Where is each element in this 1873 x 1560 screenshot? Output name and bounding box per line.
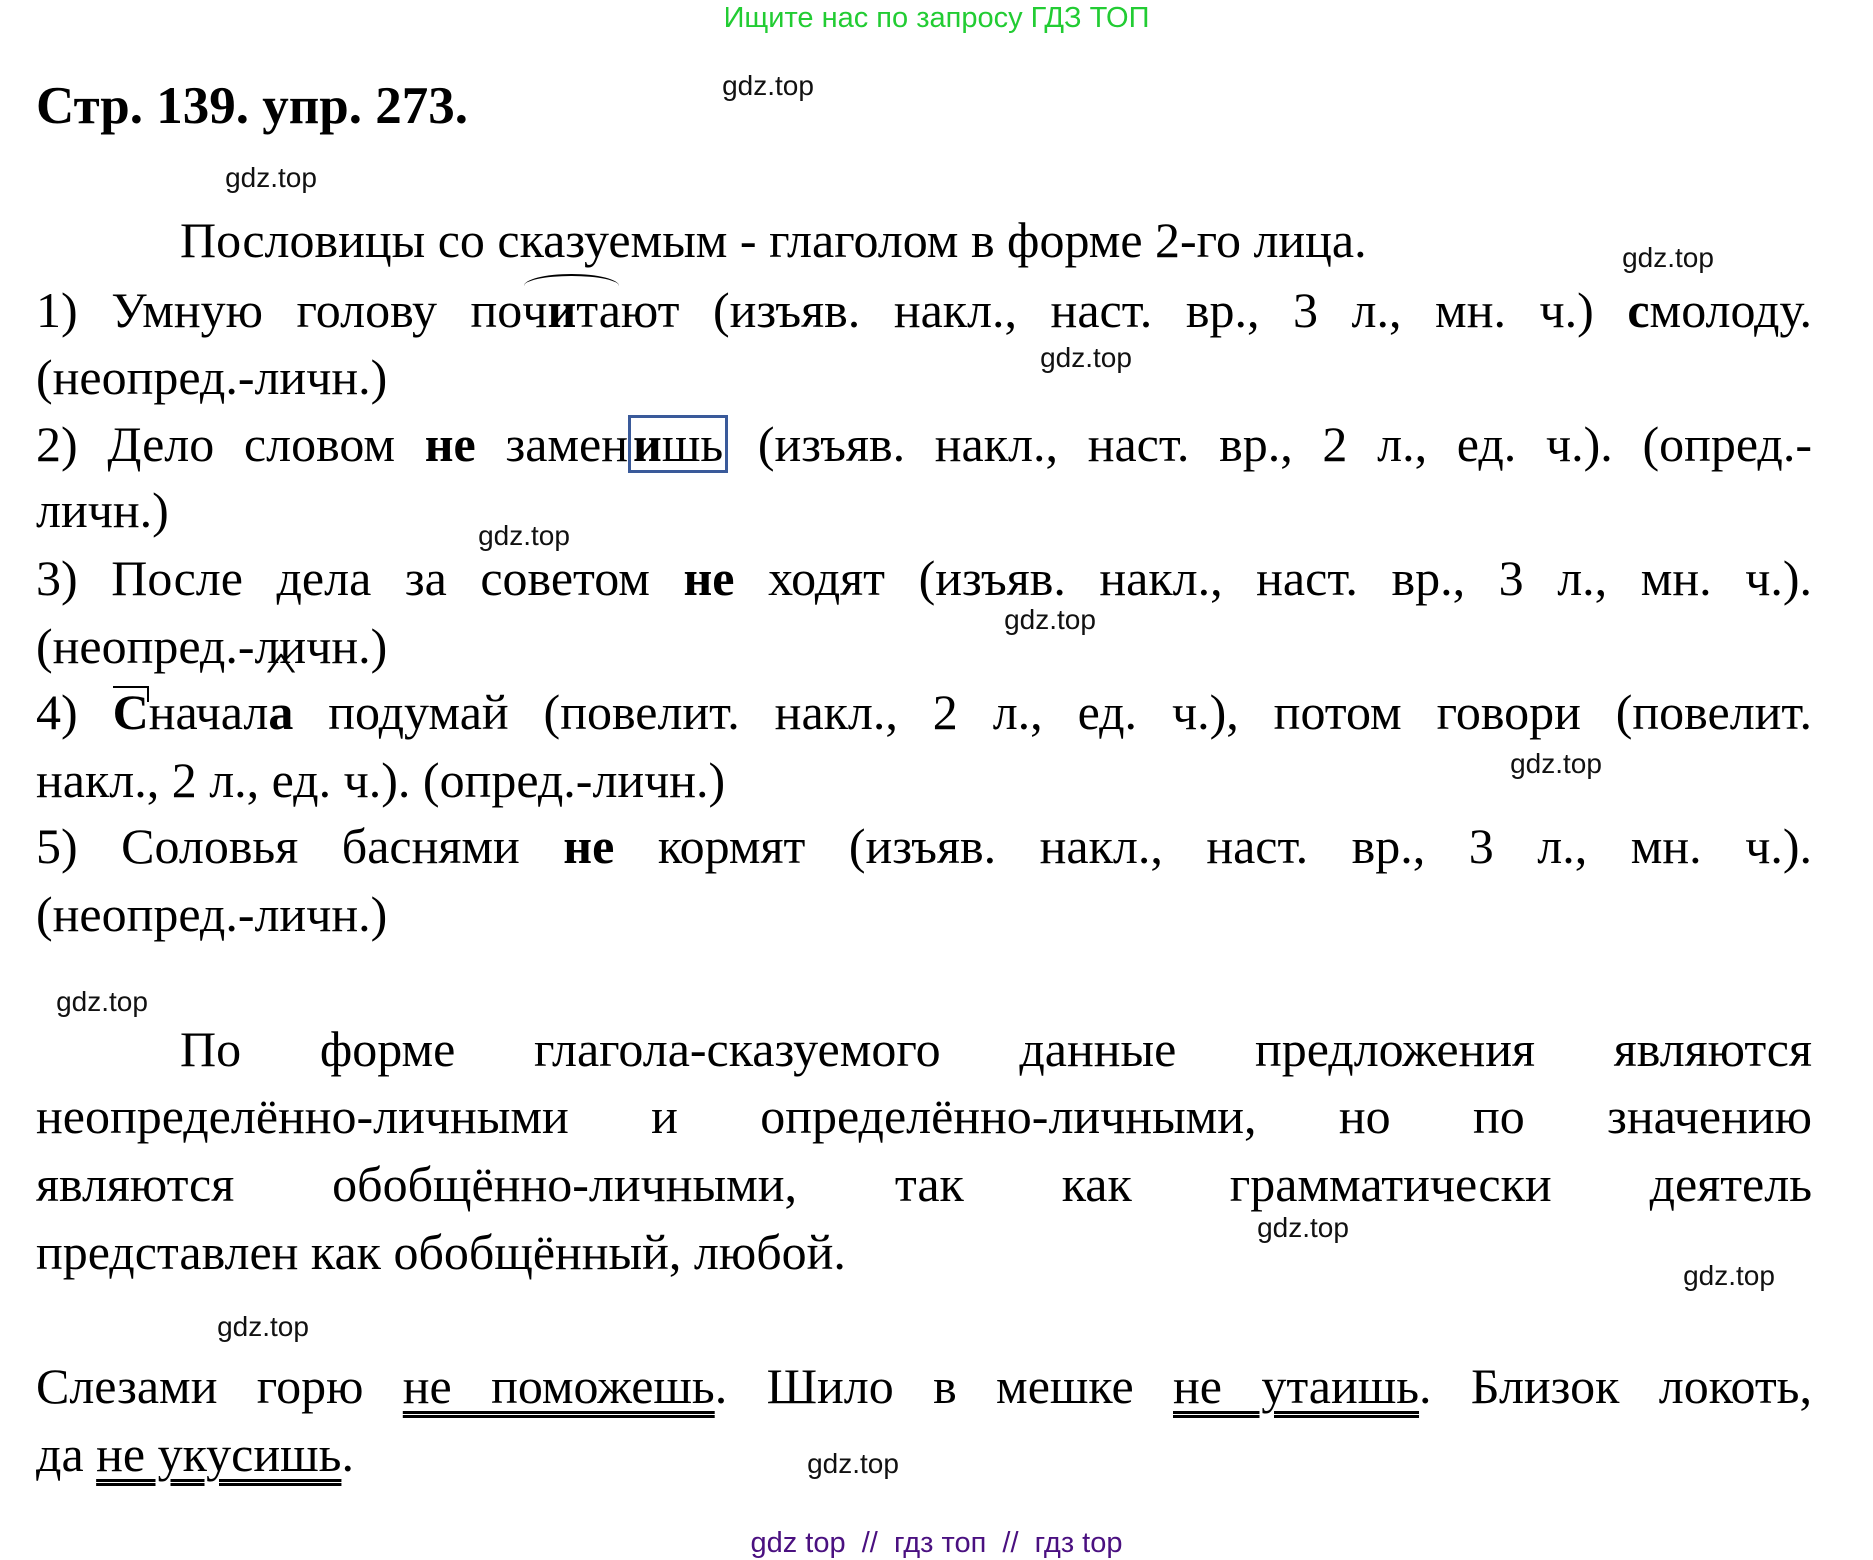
bold-particle: не: [683, 550, 735, 606]
watermark: gdz.top: [478, 520, 570, 551]
item-5-line-2: (неопред.-личн.): [36, 886, 388, 942]
item-text: После дела за советом: [77, 550, 684, 606]
item-number: 5): [36, 818, 78, 874]
example-text: да: [36, 1426, 97, 1482]
bold-letter: и: [633, 416, 662, 472]
item-text: Дело словом: [77, 416, 425, 472]
root-arc-mark: [522, 280, 621, 340]
item-text: кормят (изъяв. накл., наст. вр., 3 л., мн. ч.).: [614, 818, 1812, 874]
item-3-line-2: (неопред.-личн.): [36, 618, 388, 674]
arc-icon: [524, 274, 619, 298]
paragraph-line-4: представлен как обобщённый, любой.: [36, 1224, 846, 1280]
item-text: ходят (изъяв. накл., наст. вр., 3 л., мн. ч.).: [734, 550, 1812, 606]
example-text: .: [341, 1426, 354, 1482]
item-number: 4): [36, 684, 78, 740]
footer-links: gdz top // гдз топ // гдз top: [750, 1527, 1123, 1559]
item-text: подумай (повелит. накл., 2 л., ед. ч.), потом говори (повелит.: [293, 684, 1812, 740]
watermark: gdz.top: [56, 986, 148, 1017]
watermark: gdz.top: [225, 162, 317, 193]
item-text: молоду.: [1649, 282, 1812, 338]
item-1-line-2: (неопред.-личн.): [36, 349, 388, 405]
watermark: gdz.top: [1510, 748, 1602, 779]
examples-line-2: [36, 1424, 1812, 1484]
item-text: замен: [475, 416, 628, 472]
ending-box: [628, 415, 728, 473]
item-1-line-1: [36, 280, 1812, 340]
paragraph-line-1: По форме глагола-сказуемого данные предложения являются: [180, 1021, 1812, 1077]
predicate-underlined: не утаишь: [1173, 1358, 1420, 1414]
item-text: (изъяв. накл., наст. вр., 2 л., ед. ч.). (опред.-: [728, 416, 1812, 472]
item-4-line-2: накл., 2 л., ед. ч.). (опред.-личн.): [36, 752, 726, 808]
item-3-line-1: [36, 548, 1812, 608]
ending-text: шь: [661, 416, 724, 472]
section-heading: Пословицы со сказуемым - глаголом в форме 2-го лица.: [180, 212, 1367, 268]
bold-letter: с: [1627, 282, 1650, 338]
item-2-line-2: личн.): [36, 482, 169, 538]
watermark: gdz.top: [1622, 242, 1714, 273]
root-letter-bold: и: [547, 282, 577, 338]
examples-line-1: [36, 1356, 1812, 1416]
ending-mark: ^ а: [268, 682, 293, 742]
root-letter: ч: [522, 282, 548, 338]
root-letter: та: [576, 282, 621, 338]
item-5-line-1: [36, 816, 1812, 876]
item-text: Соловья баснями: [77, 818, 564, 874]
example-text: Слезами горю: [36, 1358, 403, 1414]
watermark: gdz.top: [807, 1448, 899, 1479]
predicate-underlined: не укусишь: [96, 1426, 342, 1482]
predicate-underlined: не поможешь: [402, 1358, 715, 1414]
watermark: gdz.top: [1257, 1212, 1349, 1243]
paragraph-line-2: неопределённо-личными и определённо-личными, но по значению: [36, 1088, 1812, 1144]
item-2-line-1: [36, 414, 1812, 474]
watermark: gdz.top: [1004, 604, 1096, 635]
watermark: gdz.top: [722, 70, 814, 101]
item-text: ют (изъяв. накл., наст. вр., 3 л., мн. ч.): [620, 282, 1628, 338]
paragraph-line-3: являются обобщённо-личными, так как грамматически деятель: [36, 1156, 1812, 1212]
item-4-line-1: [36, 682, 1812, 742]
item-number: 2): [36, 416, 78, 472]
example-text: . Шило в мешке: [714, 1358, 1173, 1414]
search-banner: Ищите нас по запросу ГДЗ ТОП: [723, 2, 1150, 34]
bold-particle: не: [563, 818, 615, 874]
watermark: gdz.top: [1040, 342, 1132, 373]
page-title: Стр. 139. упр. 273.: [36, 77, 468, 135]
example-text: . Близок локоть,: [1419, 1358, 1812, 1414]
watermark: gdz.top: [217, 1311, 309, 1342]
item-number: 1): [36, 282, 78, 338]
item-number: 3): [36, 550, 78, 606]
watermark: gdz.top: [1683, 1260, 1775, 1291]
prefix-mark: С: [112, 684, 149, 740]
bold-particle: не: [424, 416, 476, 472]
item-text: начал: [148, 684, 269, 740]
item-text: Умную голову по: [77, 282, 523, 338]
